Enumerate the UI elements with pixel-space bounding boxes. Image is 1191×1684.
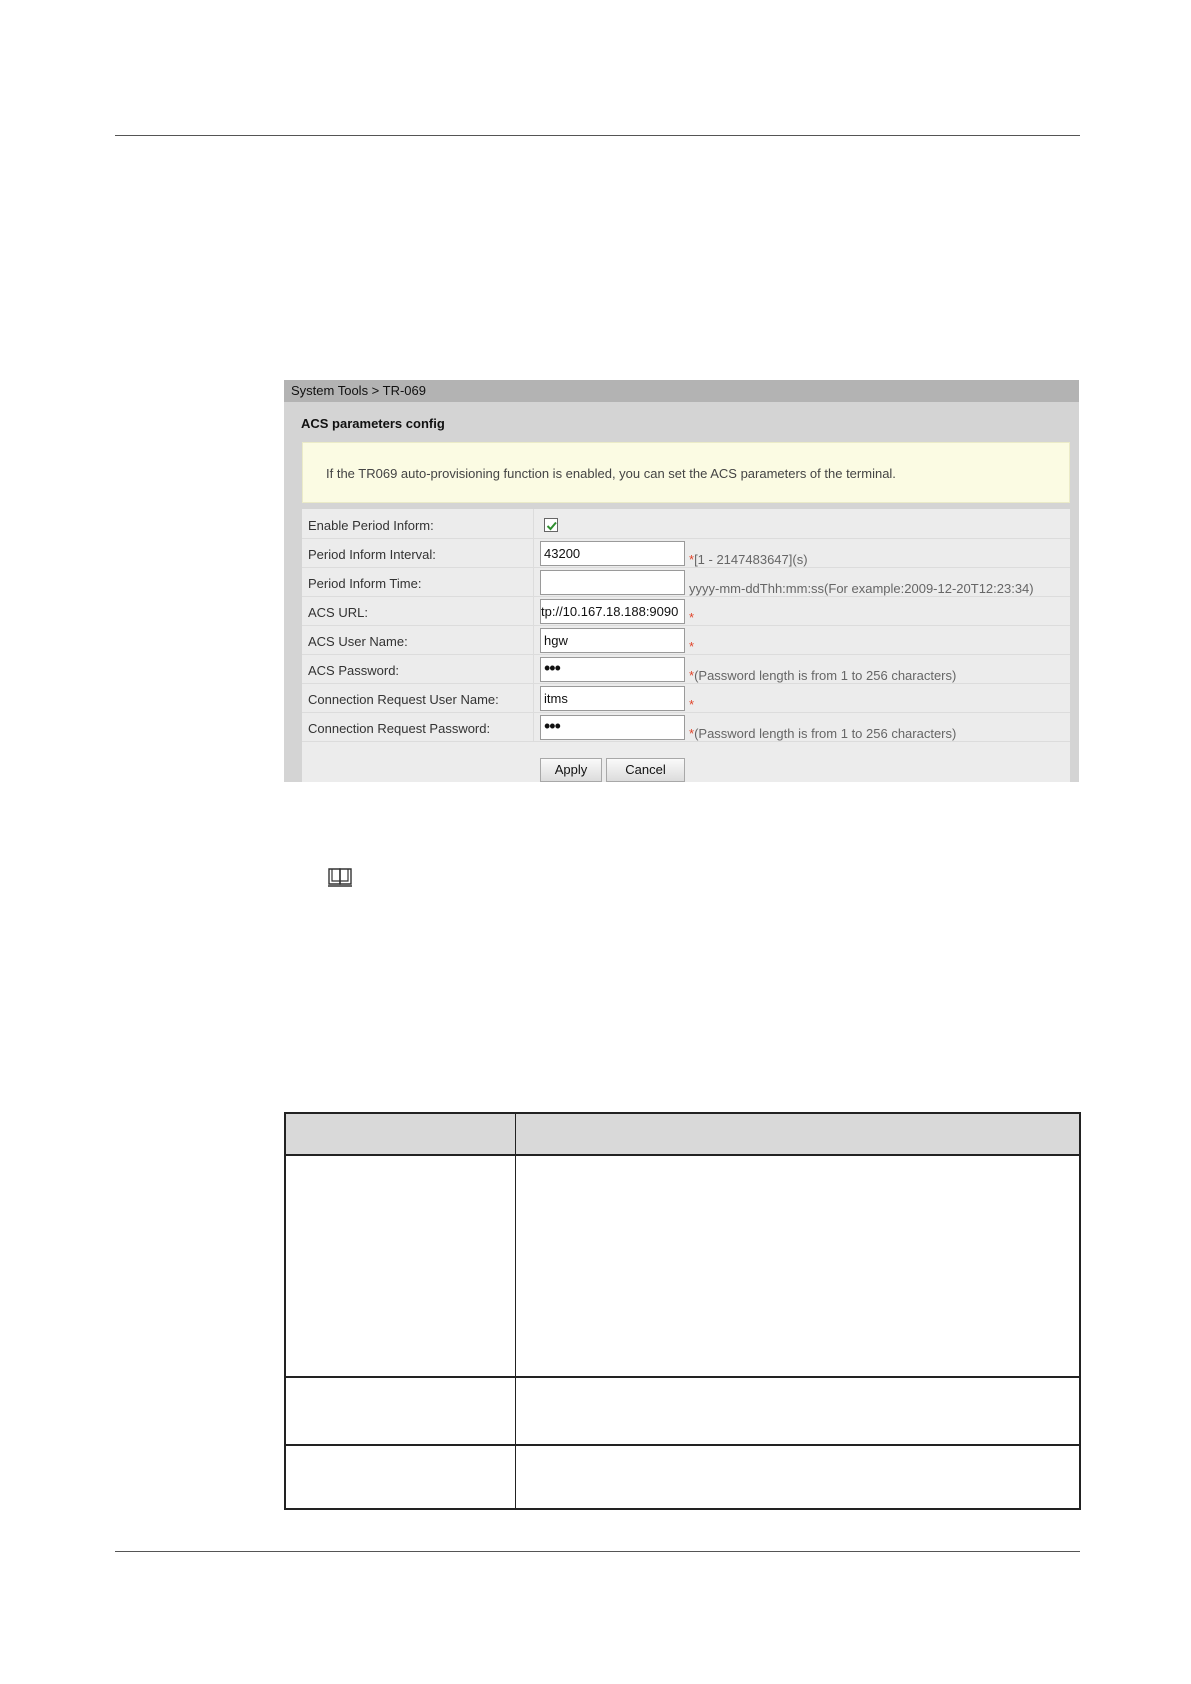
parameter-table — [284, 1112, 1081, 1510]
hint-text: (Password length is from 1 to 256 characters) — [694, 668, 957, 683]
field-label: Period Inform Interval: — [302, 538, 534, 568]
table-header — [286, 1114, 1079, 1156]
form-row-acs-user-name — [302, 625, 1070, 655]
form-row-enable-period-inform — [302, 509, 1070, 539]
field-hint — [689, 726, 956, 741]
field-label: Period Inform Time: — [302, 567, 534, 597]
required-star: * — [689, 697, 695, 712]
acs-url-input[interactable]: tp://10.167.18.188:9090 — [540, 599, 685, 624]
form-row-connection-request-user-name — [302, 683, 1070, 713]
form-row-period-inform-time — [302, 567, 1070, 597]
hint-text: [1 - 2147483647](s) — [694, 552, 808, 567]
field-hint — [689, 697, 694, 712]
required-star: * — [689, 639, 695, 654]
tr069-screenshot — [284, 380, 1079, 782]
checkmark-icon — [545, 519, 559, 533]
form-row-period-inform-interval — [302, 538, 1070, 568]
breadcrumb: System Tools > TR-069 — [284, 380, 1079, 402]
field-hint — [689, 552, 808, 567]
required-star: * — [689, 610, 695, 625]
connection-request-user-name-input[interactable]: itms — [540, 686, 685, 711]
cancel-button[interactable]: Cancel — [606, 758, 685, 782]
hint-text: (Password length is from 1 to 256 characters) — [694, 726, 957, 741]
field-label: ACS URL: — [302, 596, 534, 626]
form-actions — [302, 757, 1070, 782]
table-row-divider — [286, 1376, 1079, 1378]
header-rule — [115, 135, 1080, 136]
section-title: ACS parameters config — [301, 416, 445, 431]
field-label: Connection Request User Name: — [302, 683, 534, 713]
table-column-divider — [515, 1114, 516, 1508]
apply-button[interactable]: Apply — [540, 758, 602, 782]
period-inform-time-input[interactable] — [540, 570, 685, 595]
open-book-icon — [327, 866, 355, 888]
required-star: * — [689, 668, 695, 683]
acs-form — [302, 509, 1070, 782]
table-row-divider — [286, 1444, 1079, 1446]
connection-request-password-input[interactable]: ••• — [540, 715, 685, 740]
acs-password-input[interactable]: ••• — [540, 657, 685, 682]
field-hint — [689, 610, 694, 625]
enable-period-inform-checkbox[interactable] — [544, 518, 558, 532]
field-label: ACS User Name: — [302, 625, 534, 655]
form-row-connection-request-password — [302, 712, 1070, 742]
field-hint — [689, 581, 1034, 596]
field-label: Connection Request Password: — [302, 712, 534, 742]
field-label: Enable Period Inform: — [302, 509, 534, 539]
required-star: * — [689, 726, 695, 741]
period-inform-interval-input[interactable]: 43200 — [540, 541, 685, 566]
form-row-acs-password — [302, 654, 1070, 684]
field-hint — [689, 668, 956, 683]
info-banner: If the TR069 auto-provisioning function is enabled, you can set the ACS parameters of the terminal. — [302, 442, 1070, 503]
required-star: * — [689, 552, 695, 567]
field-hint — [689, 639, 694, 654]
acs-user-name-input[interactable]: hgw — [540, 628, 685, 653]
form-row-acs-url — [302, 596, 1070, 626]
hint-text: yyyy-mm-ddThh:mm:ss(For example:2009-12-20T12:23:34) — [689, 581, 1034, 596]
footer-rule — [115, 1551, 1080, 1552]
field-label: ACS Password: — [302, 654, 534, 684]
